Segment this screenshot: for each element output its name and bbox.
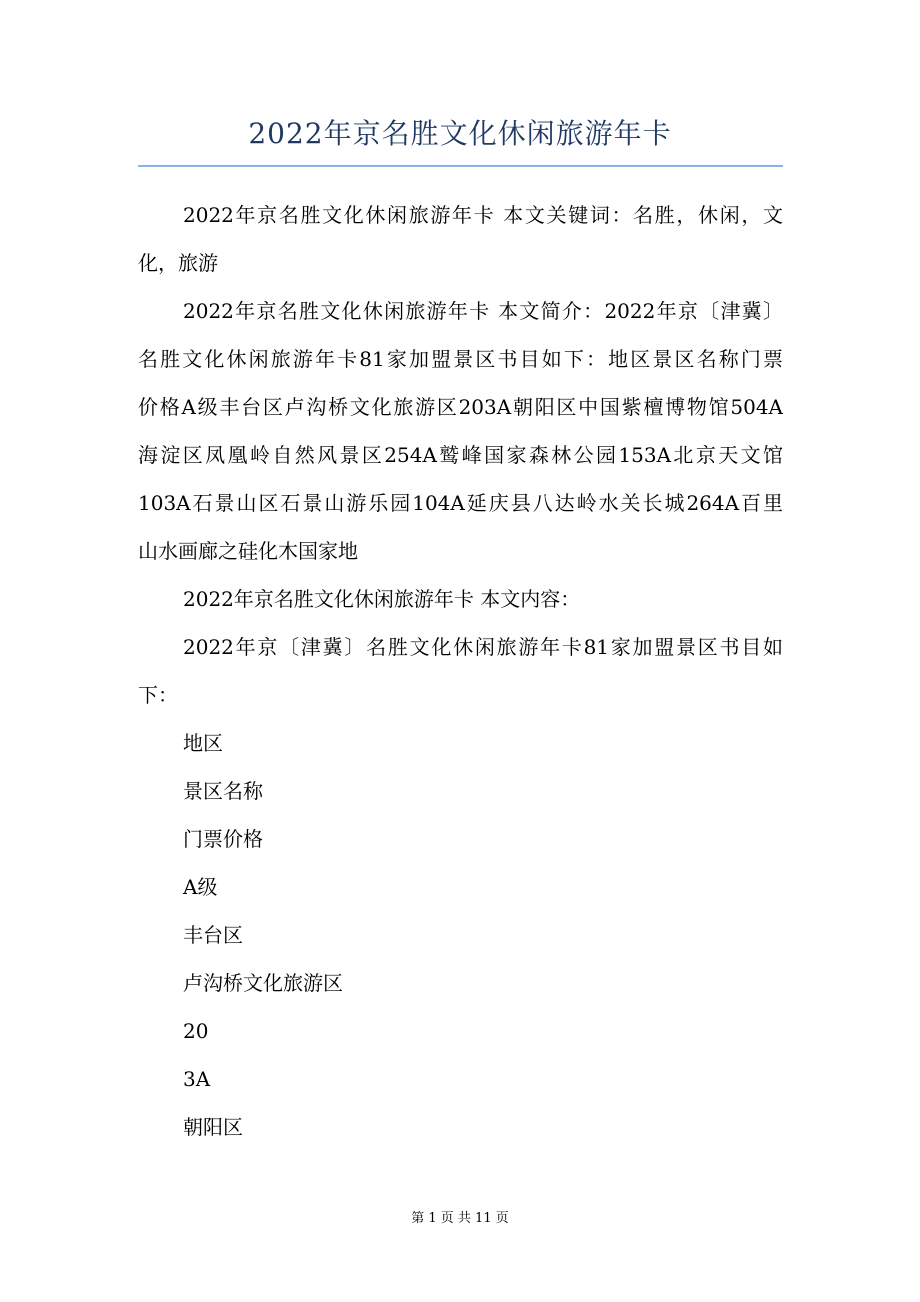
text-line: 丰台区: [183, 923, 243, 947]
text-line: 20: [183, 1019, 209, 1043]
text-line: 地区: [183, 731, 223, 755]
text-line: 门票价格: [183, 827, 263, 851]
paragraph: [138, 772, 783, 820]
text-line: 山水画廊之硅化木国家地: [138, 539, 358, 563]
text-line: 下：: [138, 683, 178, 707]
page-footer: 第 1 页 共 11 页: [411, 1211, 509, 1226]
text-line: 2022年京名胜文化休闲旅游年卡 本文关键词：名胜，休闲，文: [183, 203, 783, 227]
paragraph: [138, 724, 783, 772]
text-line: 景区名称: [183, 779, 263, 803]
document-title: 2022年京名胜文化休闲旅游年卡: [248, 117, 672, 150]
text-line: 103A石景山区石景山游乐园104A延庆县八达岭水关长城264A百里: [138, 491, 783, 515]
text-line: 名胜文化休闲旅游年卡81家加盟景区书目如下：地区景区名称门票: [138, 347, 783, 371]
paragraph: [138, 1012, 783, 1060]
paragraph: [138, 196, 783, 292]
paragraph: [138, 964, 783, 1012]
text-line: 化，旅游: [138, 251, 218, 275]
document-body: [138, 196, 783, 1156]
paragraph: [138, 628, 783, 724]
text-line: 海淀区凤凰岭自然风景区254A鹫峰国家森林公园153A北京天文馆: [138, 443, 783, 467]
text-line: 朝阳区: [183, 1115, 243, 1139]
paragraph: [138, 292, 783, 580]
text-line: 2022年京名胜文化休闲旅游年卡 本文简介：2022年京〔津冀〕: [183, 299, 783, 323]
text-line: 2022年京〔津冀〕名胜文化休闲旅游年卡81家加盟景区书目如: [183, 635, 783, 659]
text-line: 2022年京名胜文化休闲旅游年卡 本文内容：: [183, 587, 581, 611]
paragraph: [138, 916, 783, 964]
paragraph: [138, 820, 783, 868]
text-line: 价格A级丰台区卢沟桥文化旅游区203A朝阳区中国紫檀博物馆504A: [138, 395, 783, 419]
title-divider: [138, 165, 783, 167]
text-line: 卢沟桥文化旅游区: [183, 971, 343, 995]
paragraph: [138, 580, 783, 628]
paragraph: [138, 868, 783, 916]
text-line: 3A: [183, 1067, 211, 1091]
text-line: A级: [183, 875, 218, 899]
paragraph: [138, 1108, 783, 1156]
paragraph: [138, 1060, 783, 1108]
